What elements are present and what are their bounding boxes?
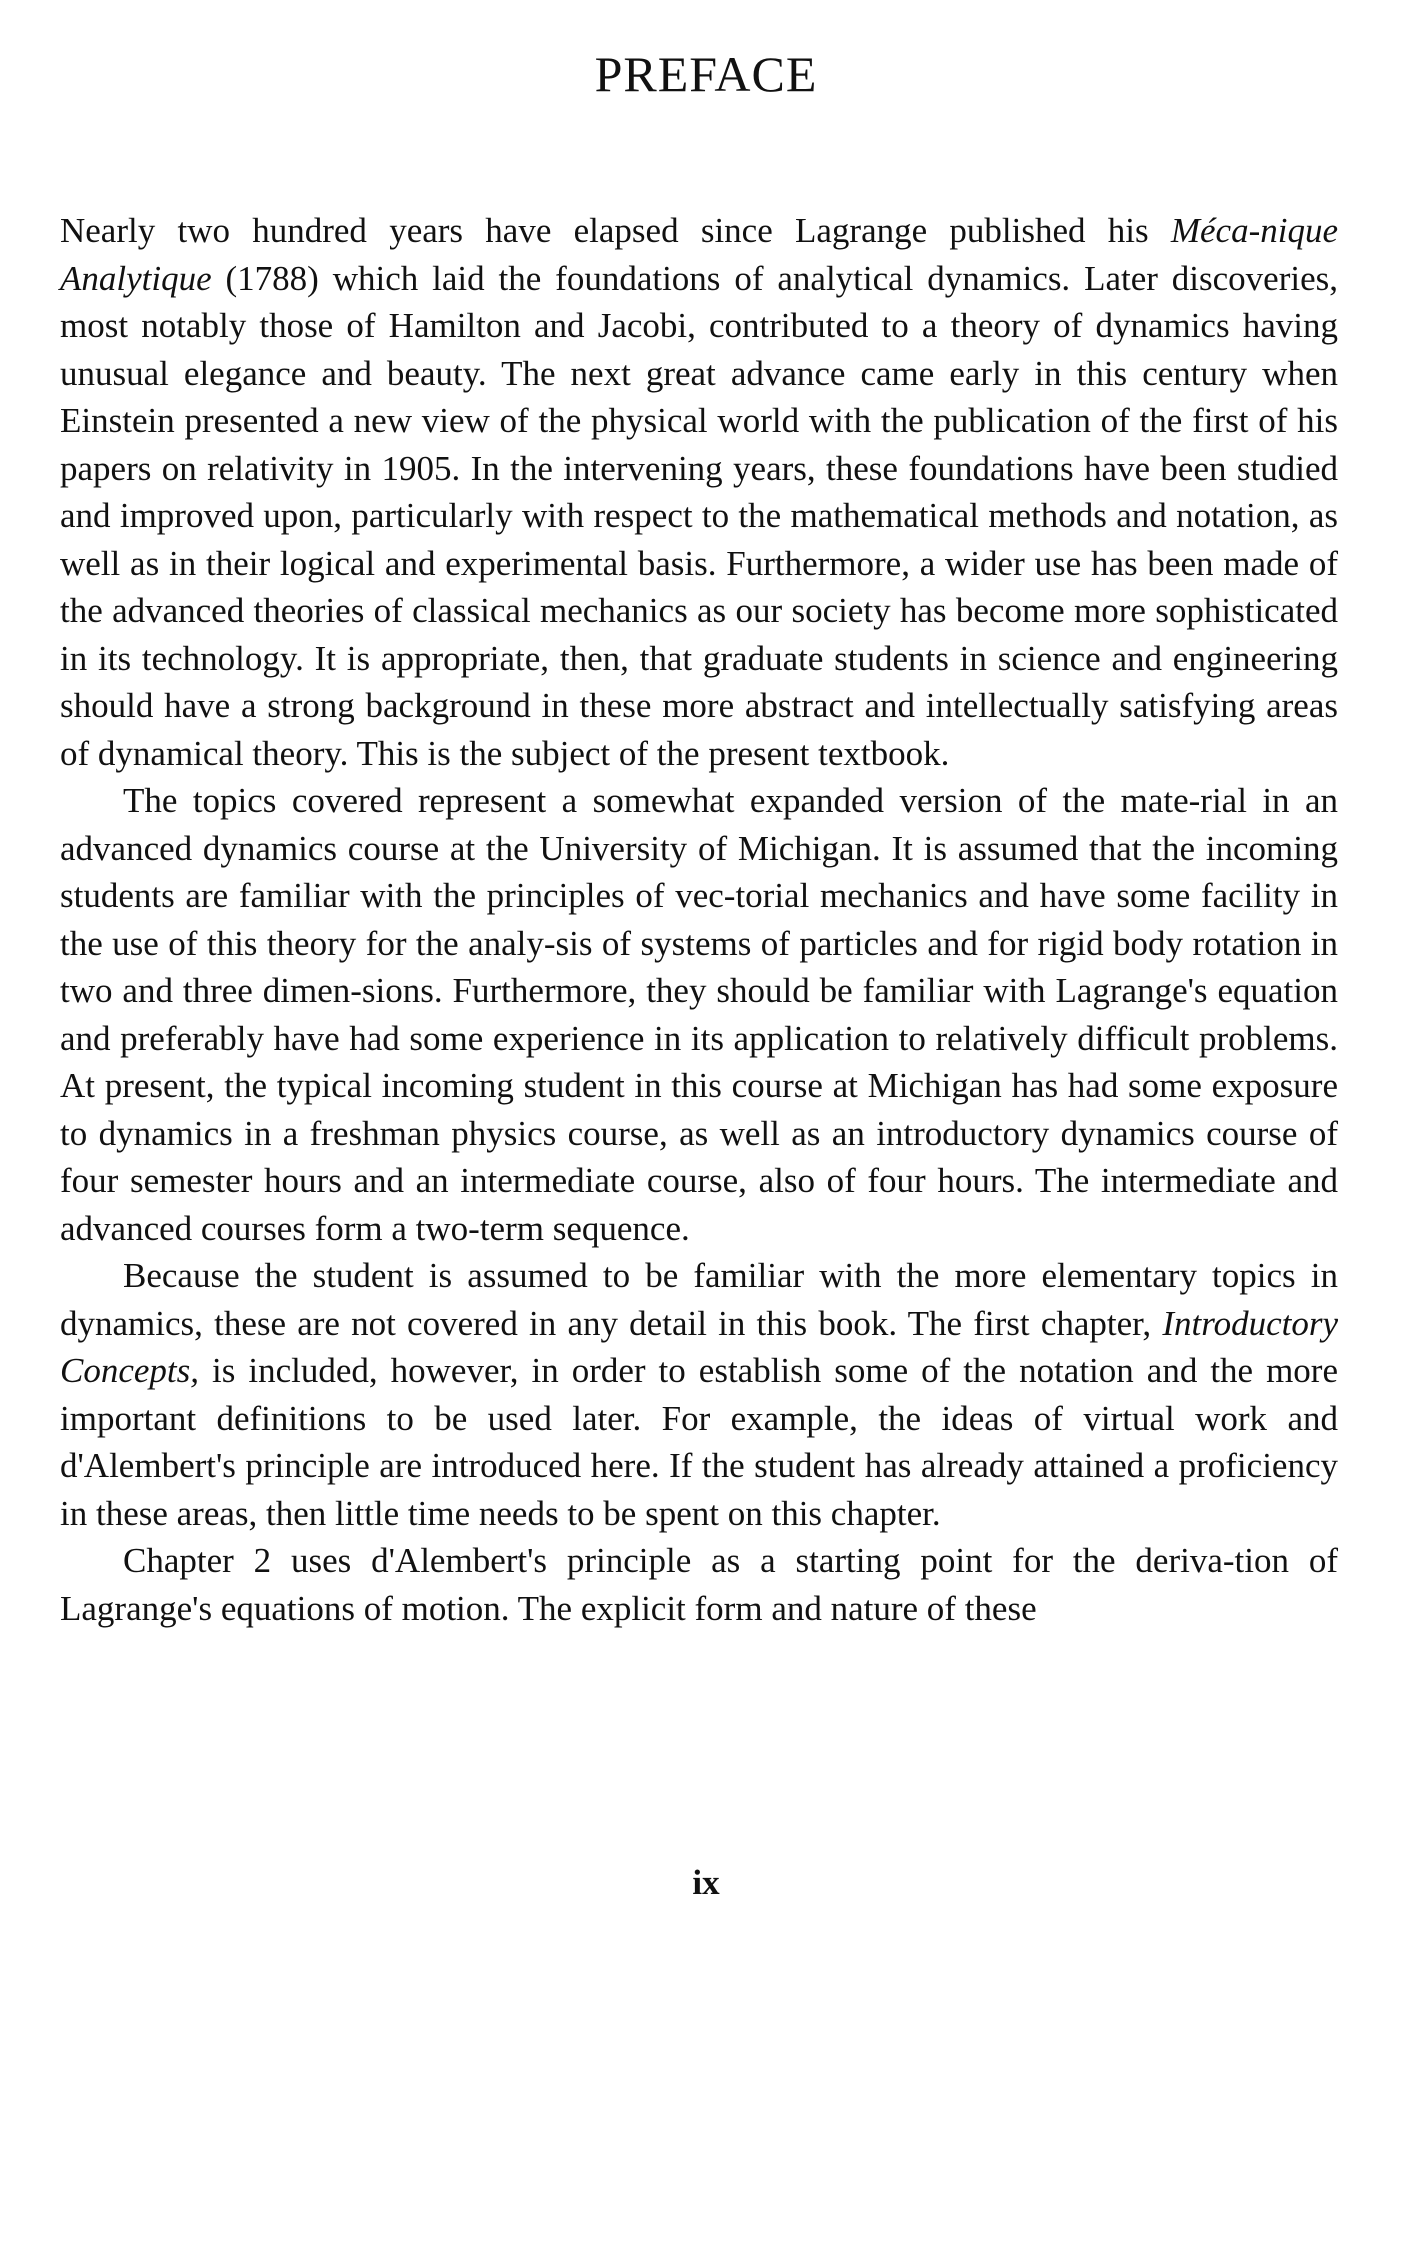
- book-title-mecanique-analytique: Méca-nique Analytique: [60, 211, 1338, 298]
- chapter-title-introductory-concepts: Introductory Concepts,: [60, 1303, 1338, 1390]
- paragraph-1-text-b: (1788) which laid the foundations of analytical dynamics. Later discoveries, most notably those of Hamilton and Jacobi, contributed to a theory of dynamics having unusual elegance and beauty. The next great advance came early in this century when Einstein presented a new view of the physical world with the publication of the first of his papers on relativity in 1905. In the intervening years, these foundations have been studied and improved upon, particularly with respect to the mathematical methods and notation, as well as in their logical and experimental basis. Furthermore, a wider use has been made of the advanced theories of classical mechanics as our society has become more sophisticated in its technology. It is appropriate, then, that graduate students in science and engineering should have a strong background in these more abstract and intellectually satisfying areas of dynamical theory. This is the subject of the present textbook.: [60, 258, 1338, 773]
- paragraph-1: [60, 207, 1338, 777]
- paragraph-4: [60, 1537, 1338, 1632]
- paragraph-4-text: Chapter 2 uses d'Alembert's principle as a starting point for the deriva-tion of Lagrange's equations of motion. The explicit form and nature of these: [60, 1541, 1338, 1628]
- paragraph-1-text-a: Nearly two hundred years have elapsed since Lagrange published his: [60, 211, 1171, 250]
- paragraph-2: [60, 777, 1338, 1252]
- page-title: PREFACE: [594, 46, 818, 102]
- preface-body: [60, 207, 1338, 1632]
- paragraph-3: [60, 1252, 1338, 1537]
- paragraph-2-text: The topics covered represent a somewhat expanded version of the mate-rial in an advanced dynamics course at the University of Michigan. It is assumed that the incoming students are familiar with the principles of vec-torial mechanics and have some facility in the use of this theory for the analy-sis of systems of particles and for rigid body rotation in two and three dimen-sions. Furthermore, they should be familiar with Lagrange's equation and preferably have had some experience in its application to relatively difficult problems. At present, the typical incoming student in this course at Michigan has had some exposure to dynamics in a freshman physics course, as well as an introductory dynamics course of four semester hours and an intermediate course, also of four hours. The intermediate and advanced courses form a two-term sequence.: [60, 781, 1338, 1248]
- page-number: ix: [692, 1863, 720, 1902]
- paragraph-3-text-a: Because the student is assumed to be familiar with the more elementary topics in dynamics, these are not covered in any detail in this book. The first chapter,: [60, 1256, 1338, 1343]
- paragraph-3-text-b: is included, however, in order to establish some of the notation and the more important definitions to be used later. For example, the ideas of virtual work and d'Alembert's principle are introduced here. If the student has already attained a proficiency in these areas, then little time needs to be spent on this chapter.: [60, 1351, 1338, 1533]
